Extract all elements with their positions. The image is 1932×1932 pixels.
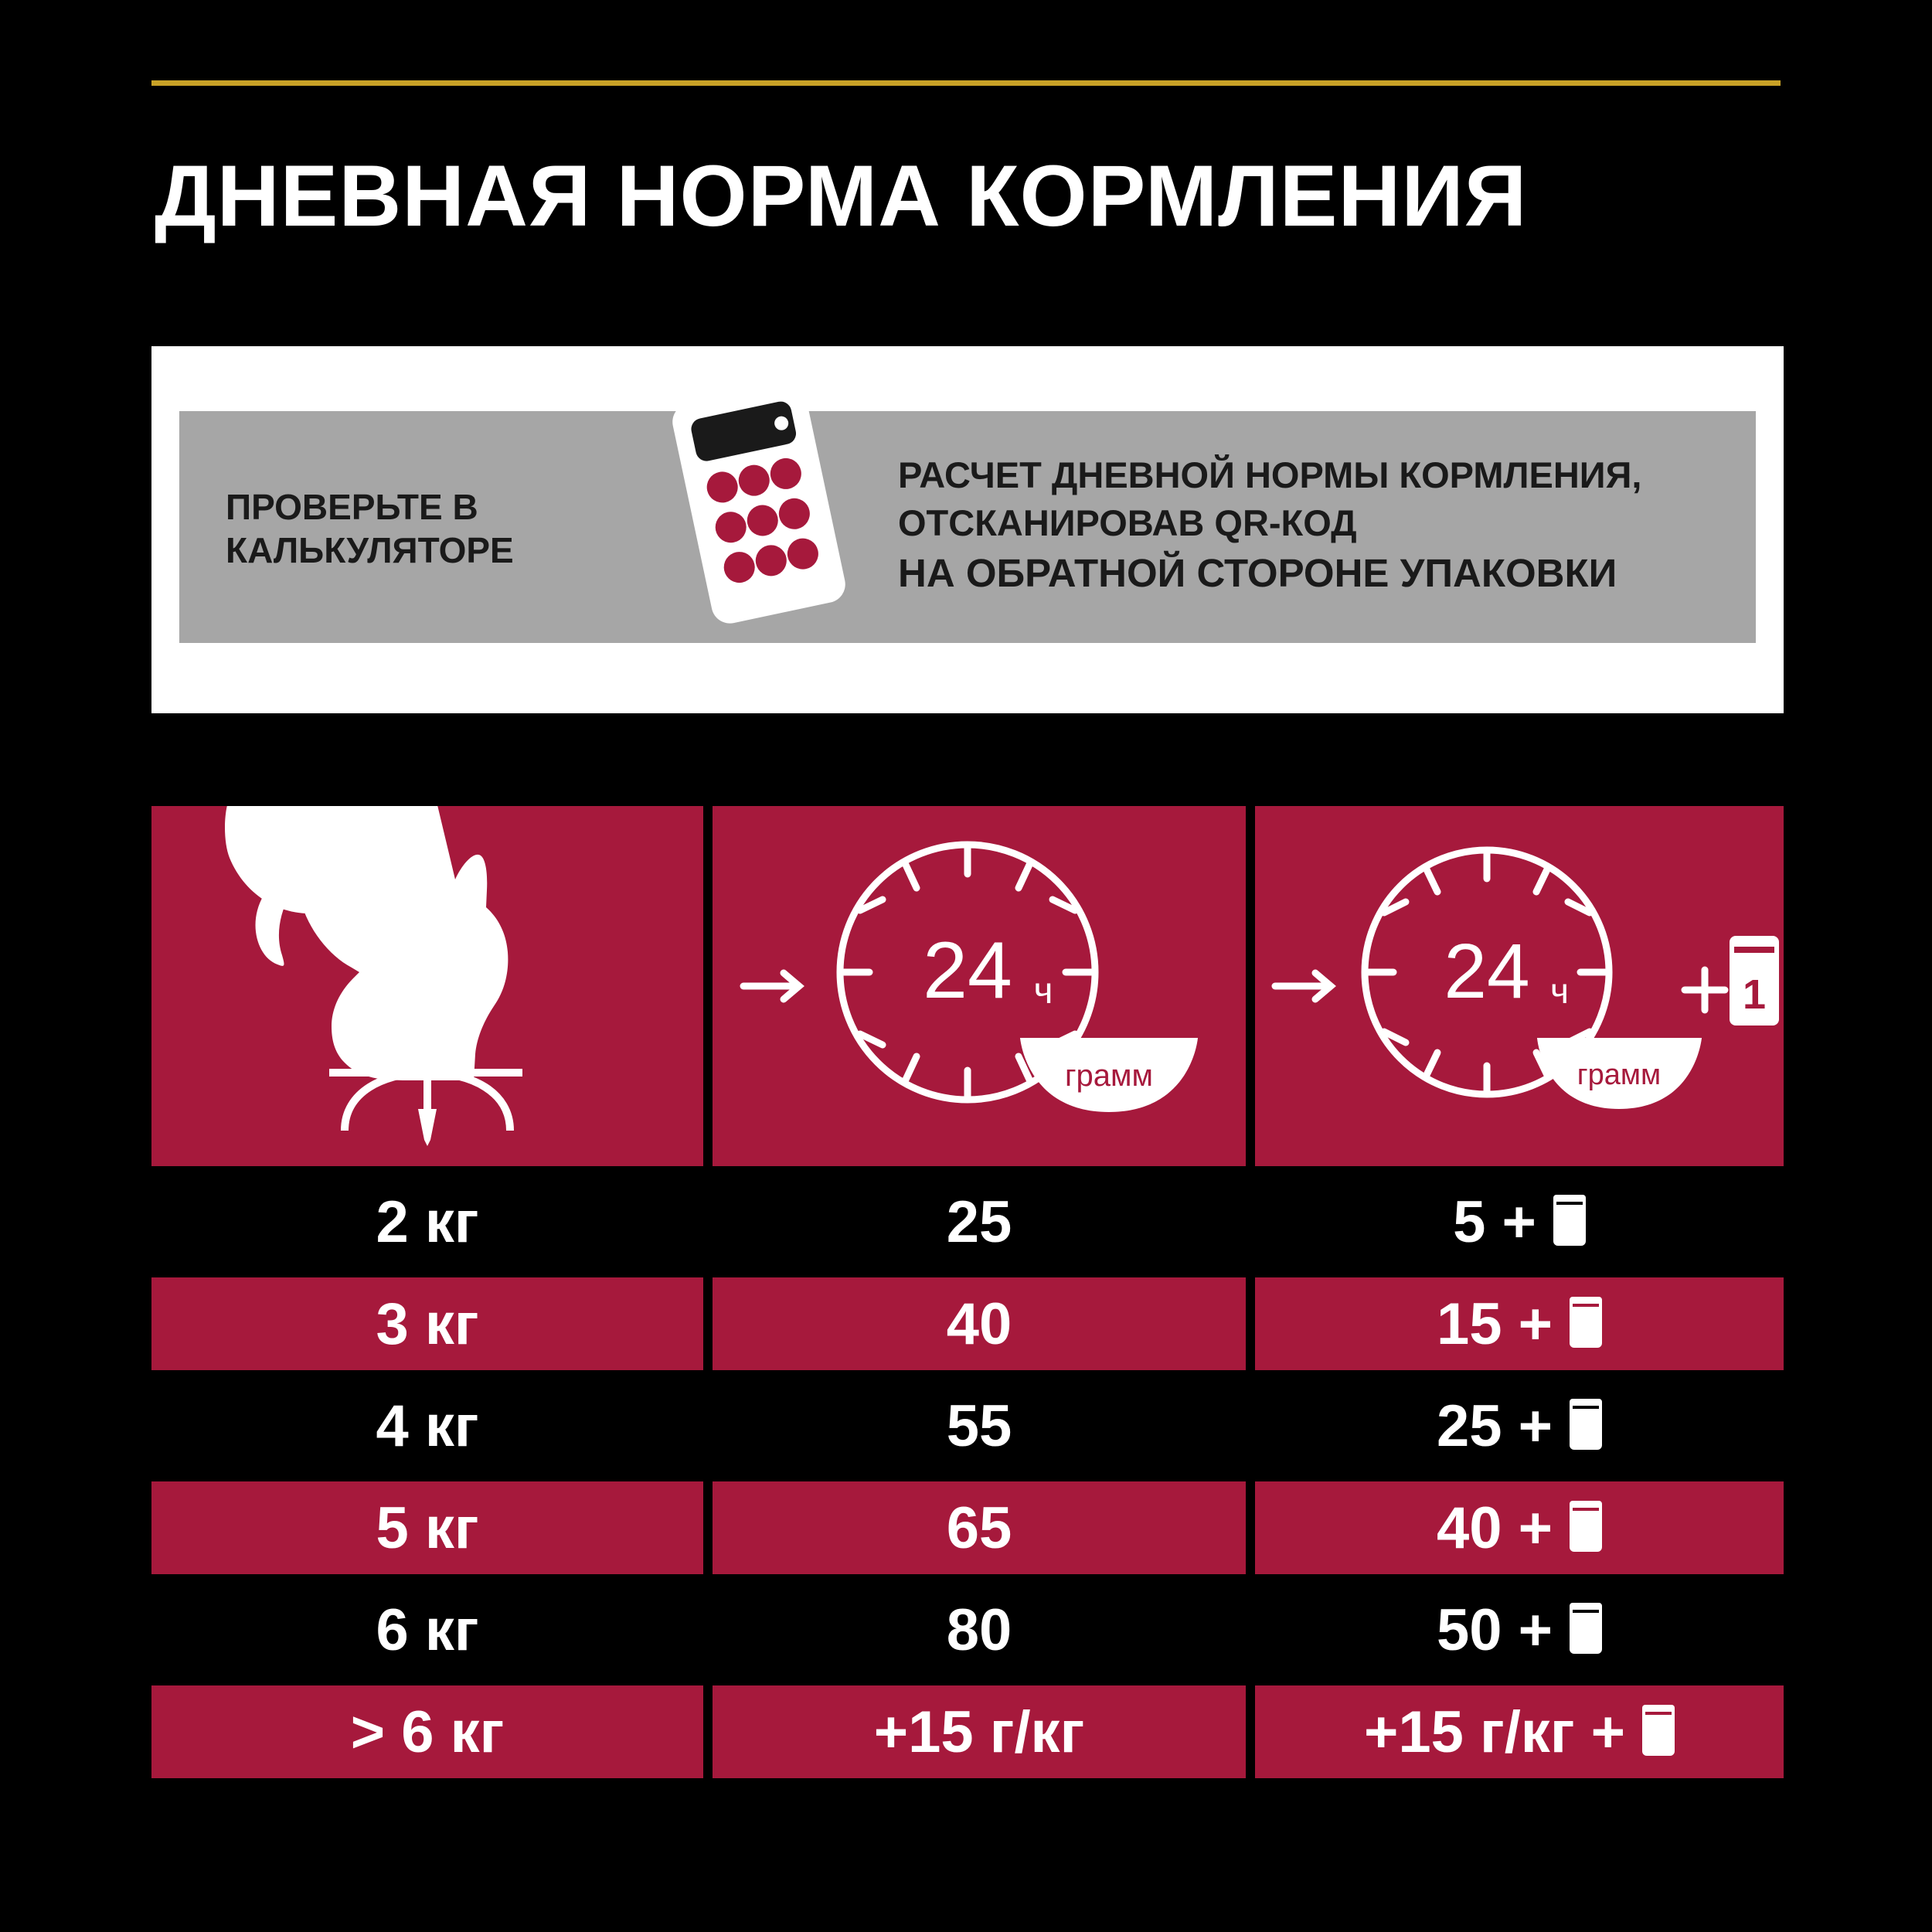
can-icon bbox=[1553, 1195, 1586, 1246]
table-row bbox=[151, 1481, 1784, 1574]
can-icon bbox=[1570, 1297, 1602, 1348]
header-cell-dry bbox=[713, 806, 1246, 1166]
calculator-right-line2: ОТСКАНИРОВАВ QR-КОД bbox=[898, 502, 1357, 544]
can-icon bbox=[1570, 1501, 1602, 1552]
cell-weight: 6 кг bbox=[151, 1583, 703, 1676]
calculator-right-line1: РАСЧЕТ ДНЕВНОЙ НОРМЫ КОРМЛЕНИЯ, bbox=[898, 454, 1642, 495]
cell-mixed bbox=[1255, 1379, 1784, 1472]
cell-mixed bbox=[1255, 1685, 1784, 1778]
cell-mixed bbox=[1255, 1481, 1784, 1574]
feeding-table bbox=[151, 806, 1784, 1778]
cell-weight: > 6 кг bbox=[151, 1685, 703, 1778]
table-header-row bbox=[151, 806, 1784, 1166]
bowl-unit-label: грамм bbox=[1064, 1059, 1154, 1093]
cell-mixed-value: 5 + bbox=[1453, 1189, 1536, 1255]
header-cell-weight bbox=[151, 806, 703, 1166]
page-title: ДНЕВНАЯ НОРМА КОРМЛЕНИЯ bbox=[155, 148, 1528, 244]
table-row bbox=[151, 1175, 1784, 1268]
can-icon bbox=[1570, 1603, 1602, 1654]
table-row bbox=[151, 1685, 1784, 1778]
cell-mixed bbox=[1255, 1583, 1784, 1676]
cell-weight: 2 кг bbox=[151, 1175, 703, 1268]
table-row bbox=[151, 1583, 1784, 1676]
can-icon bbox=[1570, 1399, 1602, 1450]
cell-mixed-value: 50 + bbox=[1436, 1597, 1553, 1663]
calculator-right-line3: НА ОБРАТНОЙ СТОРОНЕ УПАКОВКИ bbox=[898, 551, 1617, 596]
cell-weight: 3 кг bbox=[151, 1277, 703, 1370]
cell-mixed bbox=[1255, 1277, 1784, 1370]
calculator-banner-inner bbox=[179, 411, 1756, 643]
cell-dry: 80 bbox=[713, 1583, 1246, 1676]
table-row bbox=[151, 1379, 1784, 1472]
cell-weight: 5 кг bbox=[151, 1481, 703, 1574]
calculator-banner bbox=[151, 346, 1784, 713]
clock-24h-bowl-plus-can-icon bbox=[1255, 806, 1784, 1166]
clock-hours-unit: ч bbox=[1033, 971, 1053, 1012]
cat-on-scale-icon bbox=[151, 806, 703, 1166]
cell-dry: 55 bbox=[713, 1379, 1246, 1472]
bowl-unit-label: грамм bbox=[1577, 1059, 1662, 1091]
cell-dry: 65 bbox=[713, 1481, 1246, 1574]
calculator-right-label bbox=[898, 451, 1733, 599]
can-count-label: 1 bbox=[1742, 971, 1767, 1018]
cell-dry: 25 bbox=[713, 1175, 1246, 1268]
calculator-icon bbox=[643, 376, 875, 631]
cell-dry: +15 г/кг bbox=[713, 1685, 1246, 1778]
clock-hours-value: 24 bbox=[1444, 928, 1530, 1015]
calculator-left-label: ПРОВЕРЬТЕ В КАЛЬКУЛЯТОРЕ bbox=[226, 487, 514, 571]
cell-mixed-value: 15 + bbox=[1436, 1291, 1553, 1357]
cell-weight: 4 кг bbox=[151, 1379, 703, 1472]
cell-mixed-value: 40 + bbox=[1436, 1495, 1553, 1561]
clock-hours-unit: ч bbox=[1550, 971, 1569, 1011]
table-row bbox=[151, 1277, 1784, 1370]
clock-hours-value: 24 bbox=[923, 926, 1012, 1015]
header-cell-mixed bbox=[1255, 806, 1784, 1166]
cell-mixed-value: +15 г/кг + bbox=[1364, 1699, 1625, 1765]
cell-mixed-value: 25 + bbox=[1436, 1393, 1553, 1459]
gold-divider bbox=[151, 80, 1781, 86]
clock-24h-bowl-icon bbox=[713, 806, 1246, 1166]
can-icon bbox=[1642, 1705, 1675, 1756]
cell-mixed bbox=[1255, 1175, 1784, 1268]
cell-dry: 40 bbox=[713, 1277, 1246, 1370]
